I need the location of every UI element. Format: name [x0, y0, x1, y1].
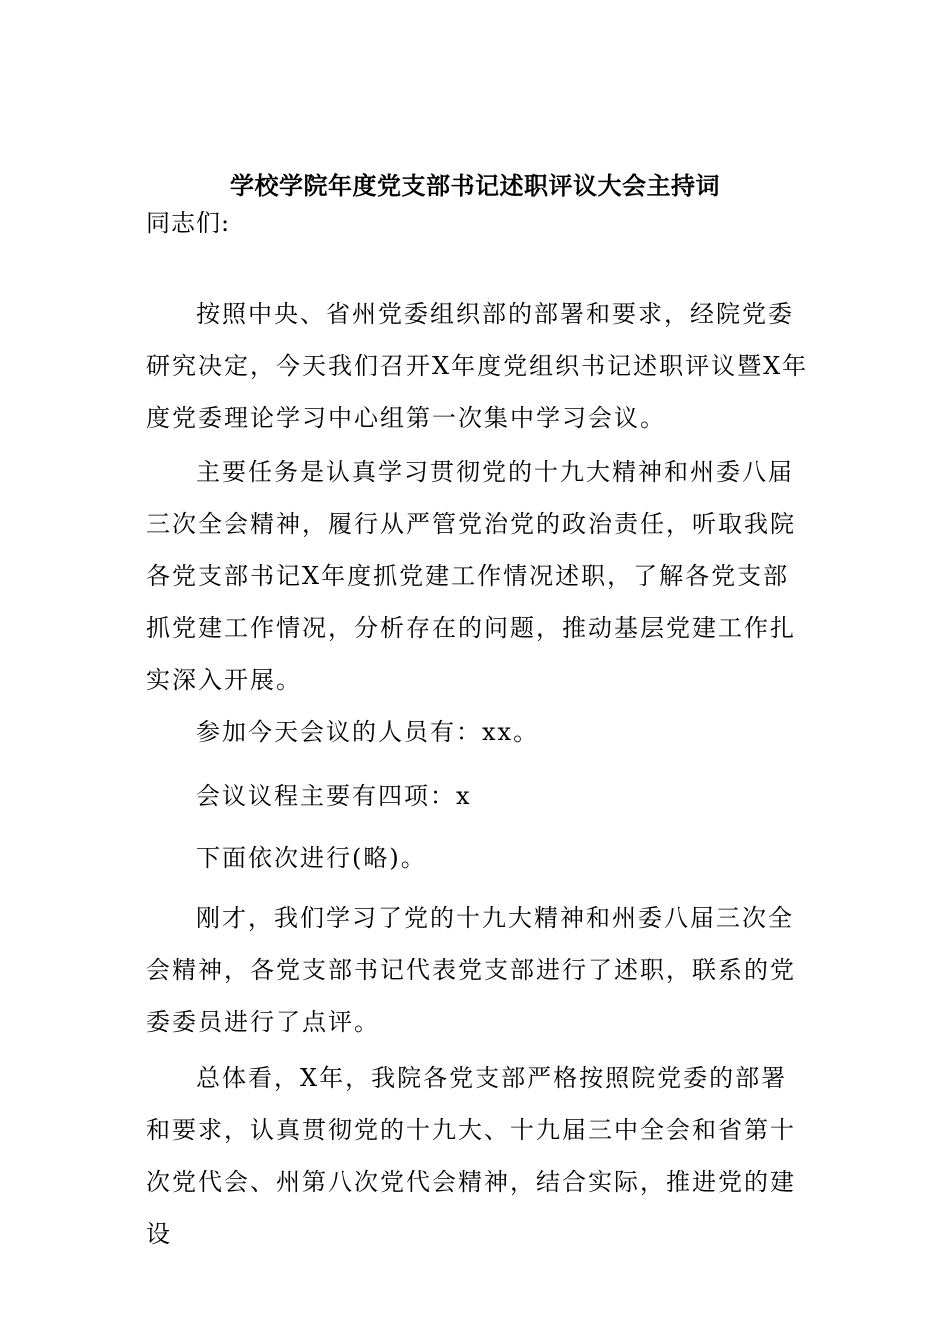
paragraph-1: 按照中央、省州党委组织部的部署和要求，经院党委研究决定，今天我们召开X年度党组织书记述职评议暨X年度党委理论学习中心组第一次集中学习会议。 [146, 300, 809, 432]
paragraph-7: 总体看，X年，我院各党支部严格按照院党委的部署和要求，认真贯彻党的十九大、十九届三中全会和省第十次党代会、州第八次党代会精神，结合实际，推进党的建设 [146, 1064, 796, 1248]
paragraph-3: 参加今天会议的人员有：xx。 [196, 718, 540, 746]
paragraph-4: 会议议程主要有四项：x [196, 782, 472, 810]
paragraph-5: 下面依次进行(略)。 [196, 844, 427, 872]
paragraph-6: 刚才，我们学习了党的十九大精神和州委八届三次全会精神，各党支部书记代表党支部进行了述职，联系的党委委员进行了点评。 [146, 904, 796, 1036]
paragraph-2: 主要任务是认真学习贯彻党的十九大精神和州委八届三次全会精神，履行从严管党治党的政治责任，听取我院各党支部书记X年度抓党建工作情况述职，了解各党支部抓党建工作情况，分析存在的问题，推动基层党建工作扎实深入开展。 [146, 458, 796, 694]
greeting: 同志们: [146, 209, 231, 237]
document-title: 学校学院年度党支部书记述职评议大会主持词 [230, 171, 720, 200]
